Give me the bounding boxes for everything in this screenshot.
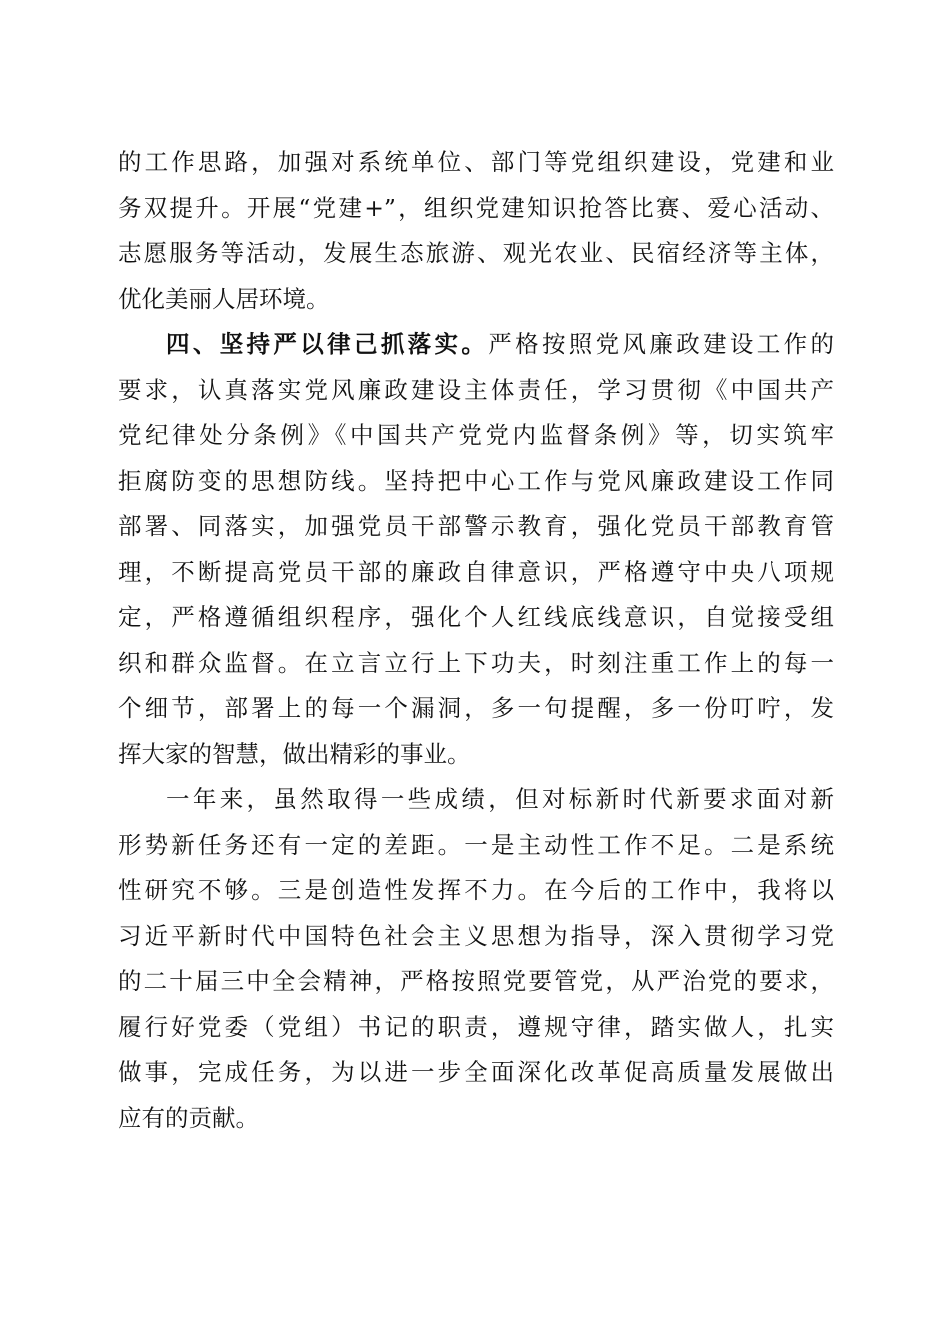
text-line: 优化美丽人居环境。	[118, 284, 330, 313]
text-line: 履行好党委（党组）书记的职责，遵规守律，踏实做人，扎实	[118, 1012, 834, 1041]
text-line: 要求，认真落实党风廉政建设主体责任，学习贯彻《中国共产	[118, 375, 834, 404]
text-line: 的二十届三中全会精神，严格按照党要管党，从严治党的要求，	[118, 967, 834, 995]
text-line: 务双提升。开展“党建+”，组织党建知识抢答比赛、爱心活动、	[118, 193, 834, 222]
text-line: 挥大家的智慧，做出精彩的事业。	[118, 739, 471, 768]
text-line: 部署、同落实，加强党员干部警示教育，强化党员干部教育管	[118, 512, 834, 540]
text-line: 性研究不够。三是创造性发挥不力。在今后的工作中，我将以	[118, 876, 834, 904]
paragraph-2	[118, 322, 834, 777]
section-heading: 四、坚持严以律己抓落实。	[166, 330, 489, 358]
text-line: 做事，完成任务，为以进一步全面深化改革促高质量发展做出	[118, 1058, 834, 1086]
text-line: 的工作思路，加强对系统单位、部门等党组织建设，党建和业	[118, 148, 834, 176]
text-line: 志愿服务等活动，发展生态旅游、观光农业、民宿经济等主体，	[118, 239, 834, 267]
text-line: 应有的贡献。	[118, 1103, 259, 1132]
text-line: 拒腐防变的思想防线。坚持把中心工作与党风廉政建设工作同	[118, 466, 834, 495]
text-line: 个细节，部署上的每一个漏洞，多一句提醒，多一份叮咛，发	[118, 694, 834, 722]
text-line: 党纪律处分条例》《中国共产党党内监督条例》等，切实筑牢	[118, 421, 834, 449]
text-line-with-heading	[118, 322, 834, 368]
text-line: 理，不断提高党员干部的廉政自律意识，严格遵守中央八项规	[118, 557, 834, 586]
heading-line-text: 严格按照党风廉政建设工作的	[488, 330, 834, 358]
text-line: 形势新任务还有一定的差距。一是主动性工作不足。二是系统	[118, 830, 834, 859]
text-line: 一年来，虽然取得一些成绩，但对标新时代新要求面对新	[166, 785, 834, 813]
paragraph-1	[118, 140, 834, 322]
document-page	[118, 140, 834, 1141]
paragraph-3	[118, 777, 834, 1141]
text-line: 定，严格遵循组织程序，强化个人红线底线意识，自觉接受组	[118, 603, 834, 631]
text-line: 织和群众监督。在立言立行上下功夫，时刻注重工作上的每一	[118, 648, 834, 677]
text-line: 习近平新时代中国特色社会主义思想为指导，深入贯彻学习党	[118, 921, 834, 950]
